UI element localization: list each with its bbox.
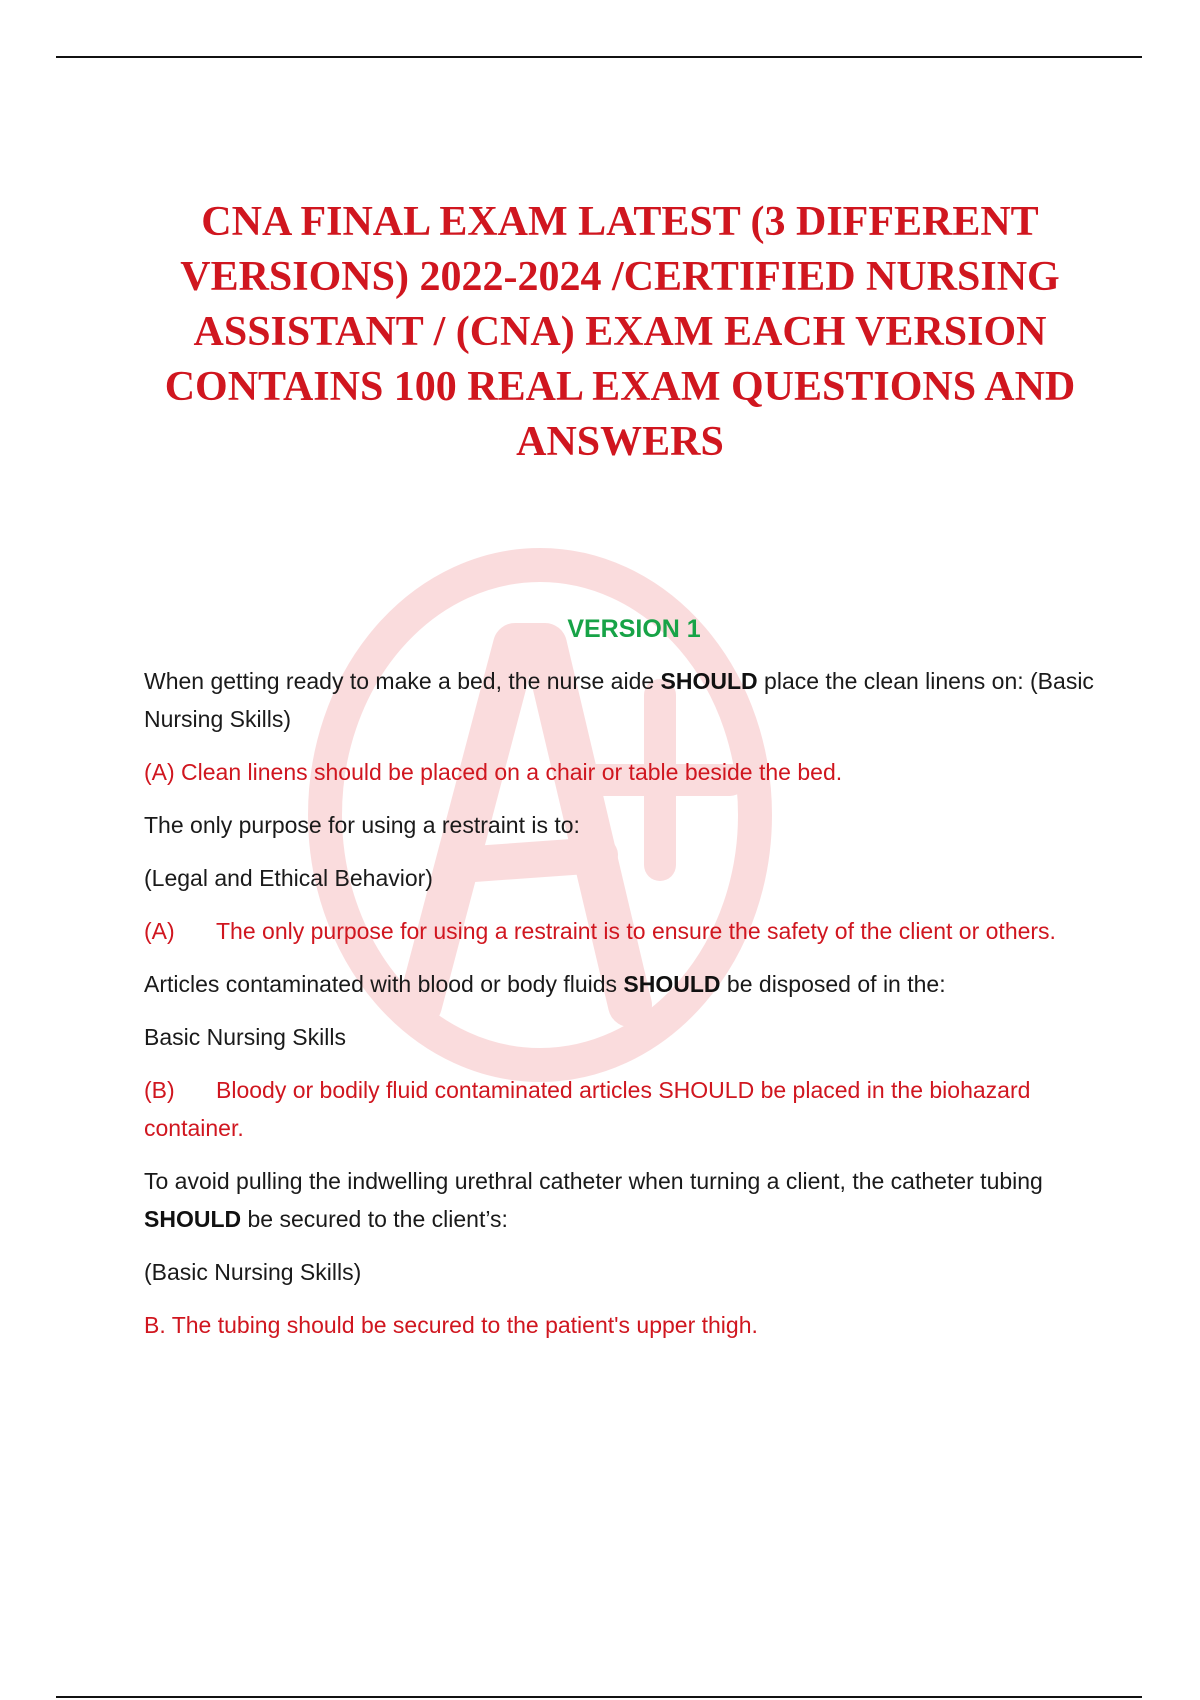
answer-4: B. The tubing should be secured to the patient's upper thigh. — [144, 1312, 758, 1338]
question-4: To avoid pulling the indwelling urethral catheter when turning a client, the catheter tubing SHOULD be secured to the client’s: — [144, 1168, 1043, 1232]
answer-2: (A) The only purpose for using a restraint is to ensure the safety of the client or others. — [144, 918, 1056, 944]
question-1: When getting ready to make a bed, the nurse aide SHOULD place the clean linens on: (Basic Nursing Skills) — [144, 668, 1094, 732]
question-list — [144, 612, 1094, 1359]
question-3-category: Basic Nursing Skills — [144, 1024, 346, 1050]
version-heading: VERSION 1 — [567, 615, 701, 643]
answer-1: (A) Clean linens should be placed on a chair or table beside the bed. — [144, 759, 843, 785]
document-title: CNA FINAL EXAM LATEST (3 DIFFERENT VERSIONS) 2022-2024 /CERTIFIED NURSING ASSISTANT / (CNA) EXAM EACH VERSION CONTAINS 100 REAL EXAM QUESTIONS AND ANSWERS — [164, 199, 1076, 465]
question-4-category: (Basic Nursing Skills) — [144, 1259, 362, 1285]
question-2-category: (Legal and Ethical Behavior) — [144, 865, 433, 891]
answer-3: (B) Bloody or bodily fluid contaminated articles SHOULD be placed in the biohazard container. — [144, 1077, 1031, 1141]
bottom-divider — [56, 1696, 1142, 1698]
question-3: Articles contaminated with blood or body fluids SHOULD be disposed of in the: — [144, 971, 946, 997]
top-divider — [56, 56, 1142, 58]
question-2: The only purpose for using a restraint is to: — [144, 812, 580, 838]
